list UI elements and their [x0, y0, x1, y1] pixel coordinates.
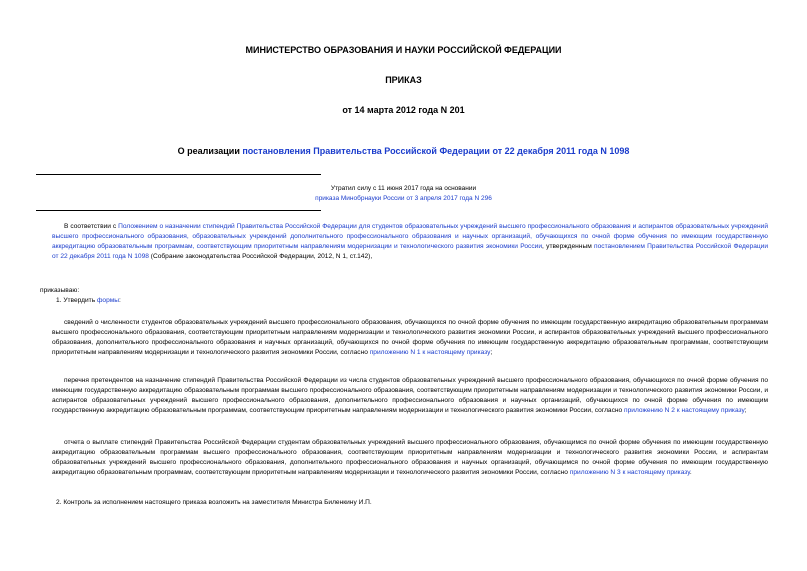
repeal-note-line1: Утратил силу с 11 июня 2017 года на основании	[330, 185, 477, 192]
preamble-text-3: (Собрание законодательства Российской Федерации, 2012, N 1, ст.142),	[148, 253, 373, 260]
repeal-note-line2	[0, 194, 807, 204]
title-prefix: О реализации	[177, 146, 243, 156]
form-2-end: ;	[744, 407, 747, 414]
item-1	[56, 296, 121, 306]
appendix-3-link[interactable]: приложению N 3 к настоящему приказу	[569, 469, 690, 476]
item-2: 2. Контроль за исполнением настоящего приказа возложить на заместителя Министра Биленкину И.П.	[56, 499, 372, 506]
preamble-text-1: В соответствии с	[64, 223, 119, 230]
form-2-paragraph	[52, 376, 768, 416]
resolution-link[interactable]: постановлением Правительства Российской Федерации от 22 декабря 2011 года N 1098	[52, 243, 768, 260]
date-number-heading: от 14 марта 2012 года N 201	[342, 105, 465, 115]
form-2-text: перечня претендентов на назначение стипендий Правительства Российской Федерации из числа студентов образовательных учреждений высшего профессионального образования, обучающихся по очной форме обучения по имеющим государственную аккредитацию образовательным программам высшего профессионального образования, соответствующим приоритетным направлениям модернизации и технологического развития экономики России, и аспирантов образовательных учреждений высшего профессионального образования, дополнительного профессионального образования и научных организаций, обучающихся по очной форме обучения по имеющим государственную аккредитацию образовательным программам, соответствующим приоритетным направлениям модернизации и технологического развития экономики России, согласно	[52, 377, 768, 414]
form-3-paragraph	[52, 438, 768, 478]
order-word: приказываю:	[40, 287, 80, 294]
forms-link[interactable]: формы	[96, 297, 120, 304]
document-title	[0, 146, 807, 156]
repeal-order-link[interactable]: приказа Минобрнауки России от 3 апреля 2017 года N 296	[315, 195, 492, 202]
ministry-heading: МИНИСТЕРСТВО ОБРАЗОВАНИЯ И НАУКИ РОССИЙСКОЙ ФЕДЕРАЦИИ	[245, 45, 562, 55]
bottom-divider	[36, 210, 321, 211]
regulation-link[interactable]: Положением о назначении стипендий Правительства Российской Федерации для студентов образовательных учреждений высшего профессионального образования и аспирантов образовательных учреждений высшего профессионального образования, образовательных учреждений дополнительного профессионального образования и научных организаций, обучающихся по очной форме обучения по имеющим государственную аккредитацию образовательным программам, соответствующим приоритетным направлениям модернизации и технологического развития экономики России	[52, 223, 768, 250]
form-1-text: сведений о численности студентов образовательных учреждений высшего профессионального образования, обучающихся по очной форме обучения по имеющим государственную аккредитацию образовательным программам высшего профессионального образования, соответствующим приоритетным направлениям модернизации и технологического развития экономики России, и аспирантов образовательных учреждений высшего профессионального образования, дополнительного профессионального образования и научных организаций, обучающихся по очной форме обучения по имеющим государственную аккредитацию образовательным программам, соответствующим приоритетным направлениям модернизации и технологического развития экономики России, согласно	[52, 319, 768, 356]
preamble-paragraph	[52, 222, 768, 262]
top-divider	[36, 174, 321, 175]
appendix-2-link[interactable]: приложению N 2 к настоящему приказу	[624, 407, 745, 414]
form-3-text: отчета о выплате стипендий Правительства Российской Федерации студентам образовательных учреждений высшего профессионального образования, обучающимся по очной форме обучения по имеющим государственную аккредитацию образовательным программам высшего профессионального образования, соответствующим приоритетным направлениям модернизации и технологического развития экономики России, и аспирантам образовательных учреждений высшего профессионального образования, дополнительного профессионального образования и научных организаций, обучающимся по очной форме обучения по имеющим государственную аккредитацию образовательным программам, соответствующим приоритетным направлениям модернизации и технологического развития экономики России, согласно	[52, 439, 768, 476]
item-1-end: :	[119, 297, 121, 304]
form-1-paragraph	[52, 318, 768, 358]
appendix-1-link[interactable]: приложению N 1 к настоящему приказу	[369, 349, 491, 356]
title-resolution-link[interactable]: постановления Правительства Российской Федерации от 22 декабря 2011 года N 1098	[242, 146, 630, 156]
doc-type-heading: ПРИКАЗ	[385, 75, 422, 85]
form-1-end: ;	[490, 349, 493, 356]
form-3-end: .	[689, 469, 692, 476]
item-1-text: 1. Утвердить	[56, 297, 97, 304]
preamble-text-2: , утвержденным	[542, 243, 595, 250]
